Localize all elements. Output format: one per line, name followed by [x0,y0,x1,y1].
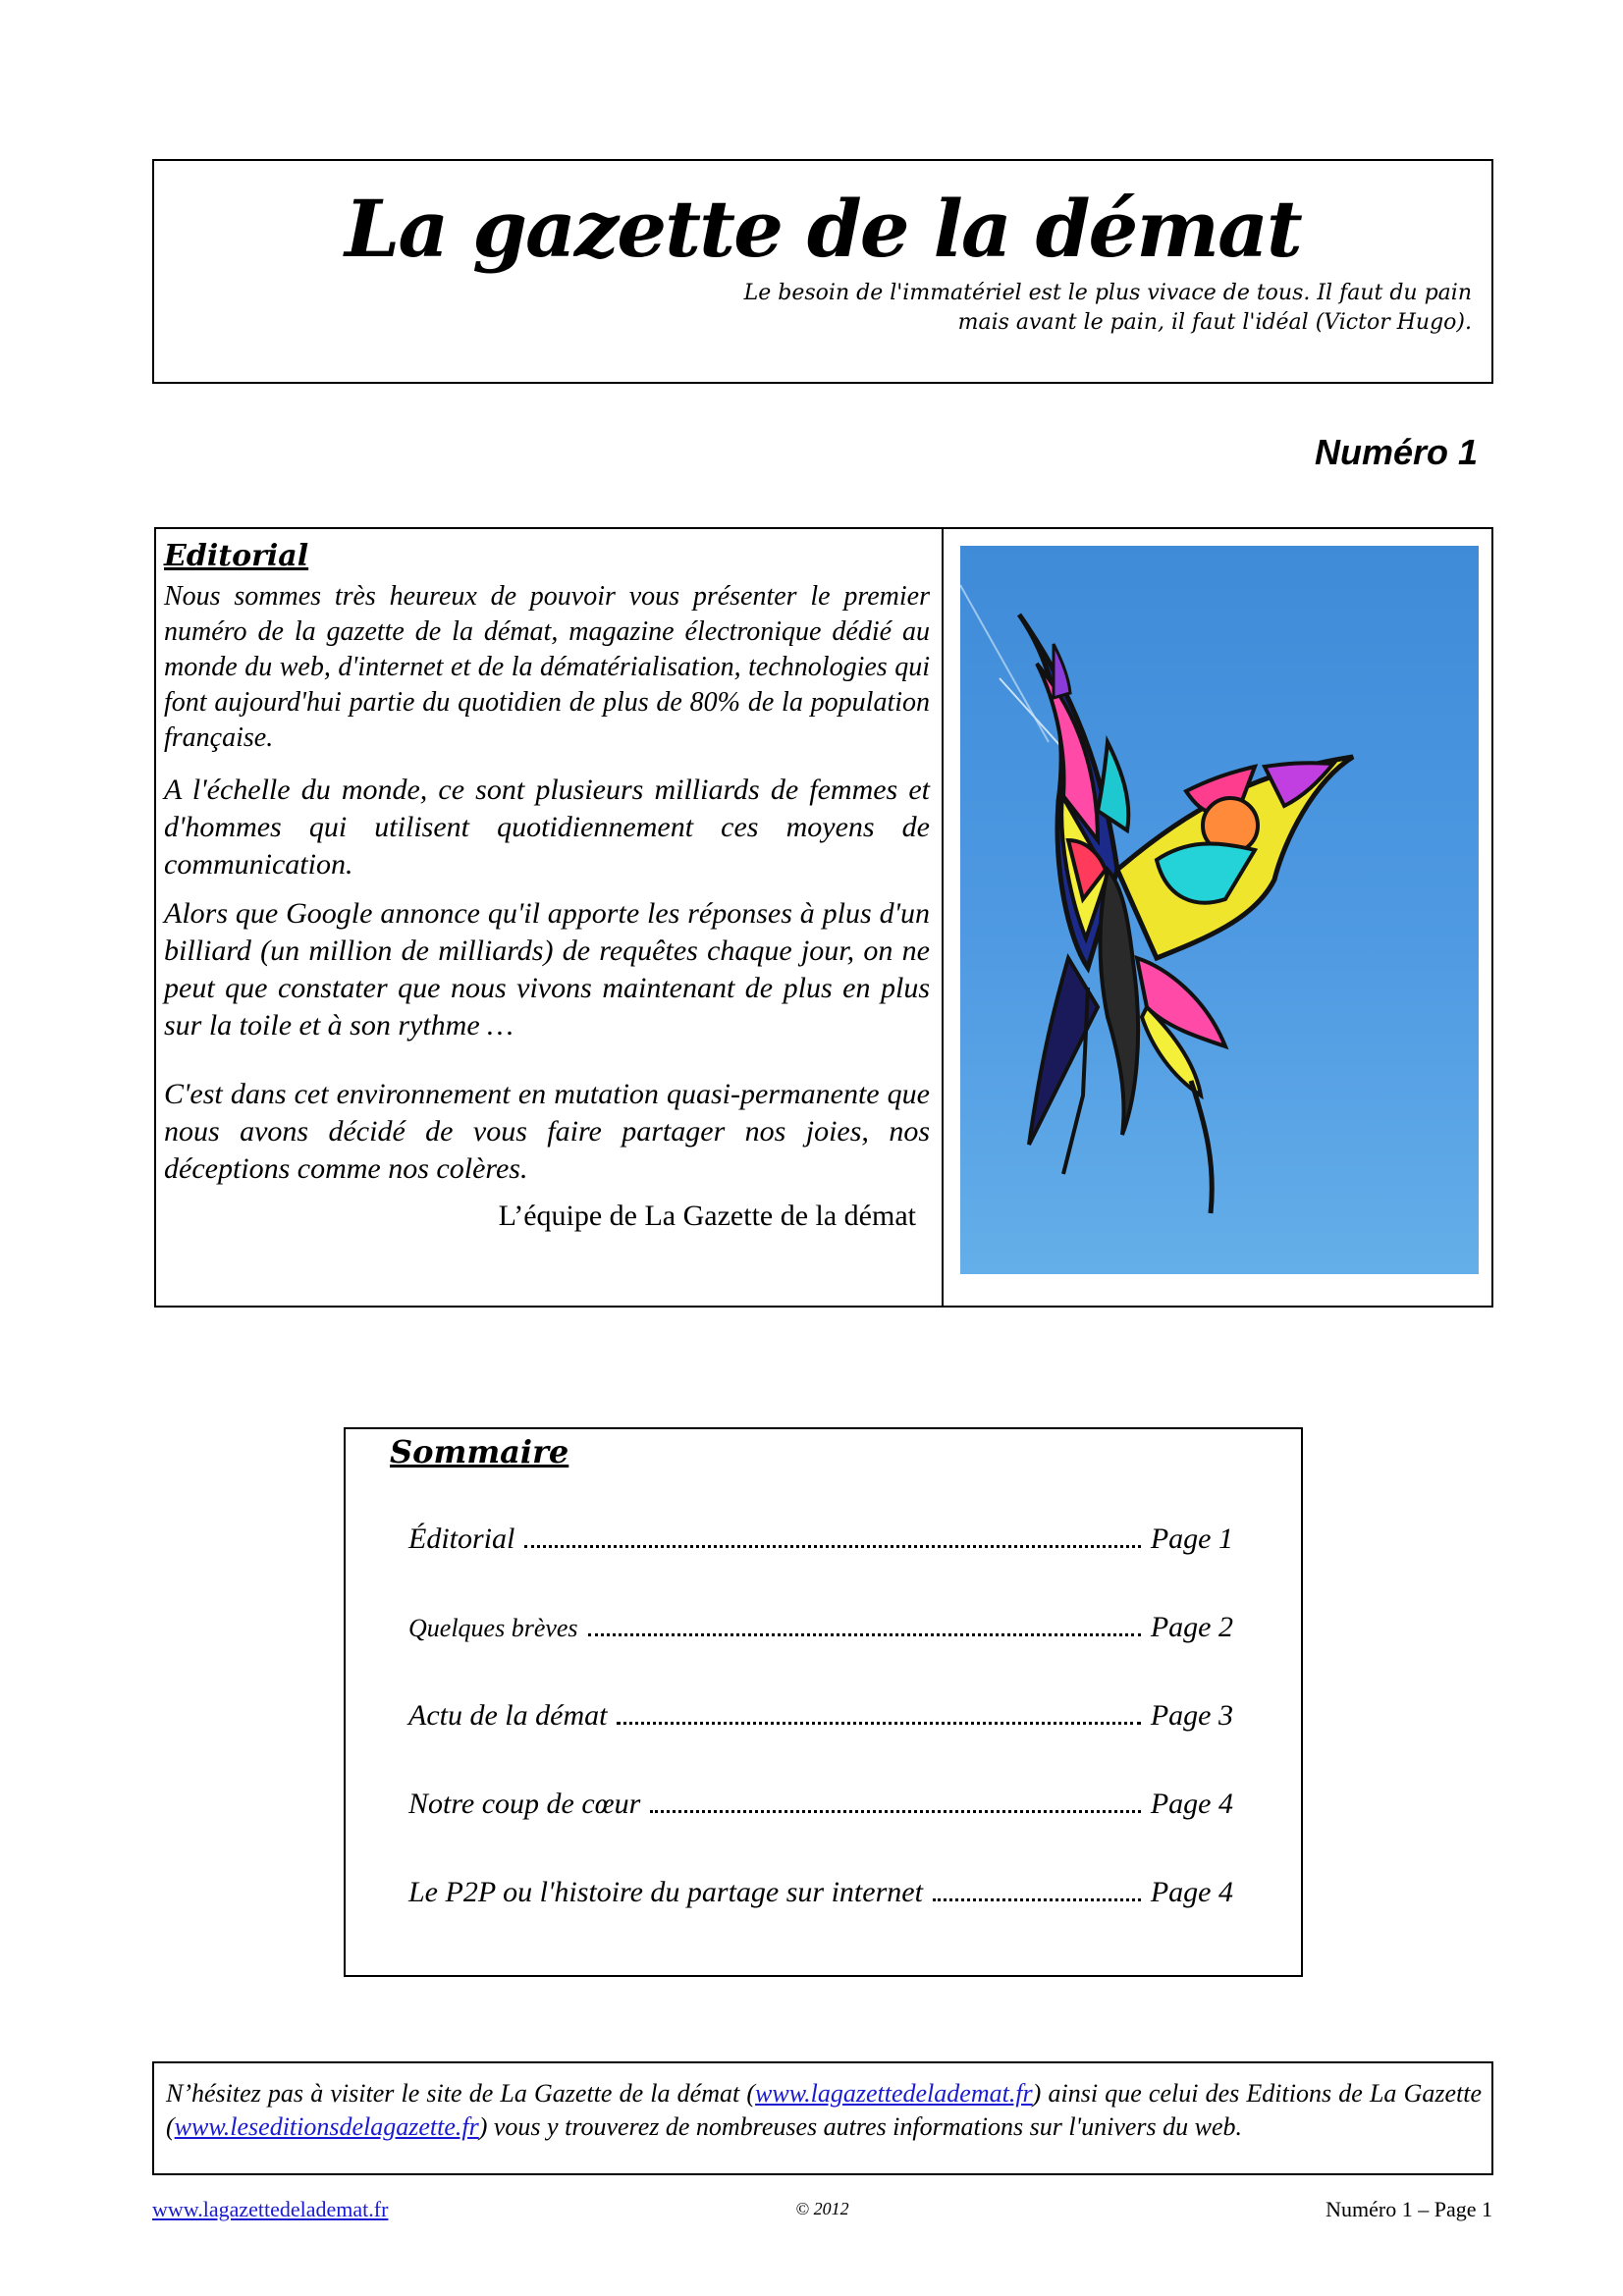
footer-copyright: © 2012 [795,2199,849,2218]
quote-line-2: mais avant le pain, il faut l'idéal (Victor Hugo). [957,310,1472,335]
toc-item-breves[interactable] [408,1611,1233,1650]
toc-item-label: Notre coup de cœur [408,1788,641,1820]
toc-leader-dots [933,1877,1141,1901]
toc-item-page: Page 4 [1150,1876,1233,1908]
toc-item-p2p[interactable] [408,1876,1233,1915]
toc-item-page: Page 3 [1150,1699,1233,1732]
toc-item-editorial[interactable] [408,1522,1233,1562]
toc-item-page: Page 2 [1150,1611,1233,1643]
sommaire-section [344,1427,1303,1977]
masthead [152,159,1493,384]
toc-item-label: Quelques brèves [408,1614,578,1642]
notice-text-2: ) ainsi que celui des Editions de La Gazette ( [166,2079,1482,2141]
gazette-site-link[interactable]: www.lagazettedelademat.fr [755,2079,1033,2108]
toc-item-label: Actu de la démat [408,1699,608,1732]
issue-number: Numéro 1 [1314,432,1478,472]
page-footer [152,2197,1492,2226]
toc-leader-dots [650,1789,1141,1813]
toc-item-page: Page 4 [1150,1788,1233,1820]
editorial-paragraph-3: Alors que Google annonce qu'il apporte les réponses à plus d'un billiard (un million de milliards) de requêtes chaque jour, on ne peut que constater que nous vivons maintenant de plus en plus sur la toile et à son rythme … [164,897,930,1041]
editorial-paragraph-4: C'est dans cet environnement en mutation quasi-permanente que nous avons décidé de vous faire partager nos joies, nos déceptions comme nos colères. [164,1078,930,1185]
editorial-text [164,539,930,1233]
masthead-quote [627,279,1472,338]
toc-item-label: Éditorial [408,1522,515,1555]
toc-leader-dots [588,1612,1141,1636]
editorial-paragraph-2: A l'échelle du monde, ce sont plusieurs milliards de femmes et d'hommes qui utilisent quotidiennement ces moyens de communication. [164,774,930,881]
notice-text-1: N’hésitez pas à visiter le site de La Gazette de la démat ( [166,2079,756,2108]
footer-page-number: Numéro 1 – Page 1 [1325,2197,1492,2221]
notice-text-3: ) vous y trouverez de nombreuses autres informations sur l'univers du web. [478,2112,1243,2141]
toc-item-coup-de-coeur[interactable] [408,1788,1233,1827]
toc-item-actu[interactable] [408,1699,1233,1738]
footer-site-link[interactable]: www.lagazettedelademat.fr [152,2197,389,2221]
sommaire-heading: Sommaire [390,1433,569,1470]
editorial-signature: L’équipe de La Gazette de la démat [498,1200,916,1232]
toc-item-page: Page 1 [1150,1522,1233,1555]
column-divider [942,529,944,1306]
notice-box [152,2061,1493,2175]
editorial-paragraph-1: Nous sommes très heureux de pouvoir vous présenter le premier numéro de la gazette de la démat, magazine électronique dédié au monde du web, d'internet et de la dématérialisation, technologies qui font aujourd'hui partie du quotidien de plus de 80% de la population française. [164,581,930,753]
editorial-heading: Editorial [164,539,309,573]
toc-leader-dots [617,1700,1140,1725]
editions-site-link[interactable]: www.leseditionsdelagazette.fr [174,2112,479,2141]
toc-item-label: Le P2P ou l'histoire du partage sur internet [408,1876,923,1908]
gazette-title: La gazette de la démat [345,183,1301,275]
quote-line-1: Le besoin de l'immatériel est le plus vivace de tous. Il faut du pain [743,281,1472,305]
toc-leader-dots [524,1523,1141,1548]
butterfly-kite-image [960,546,1479,1274]
